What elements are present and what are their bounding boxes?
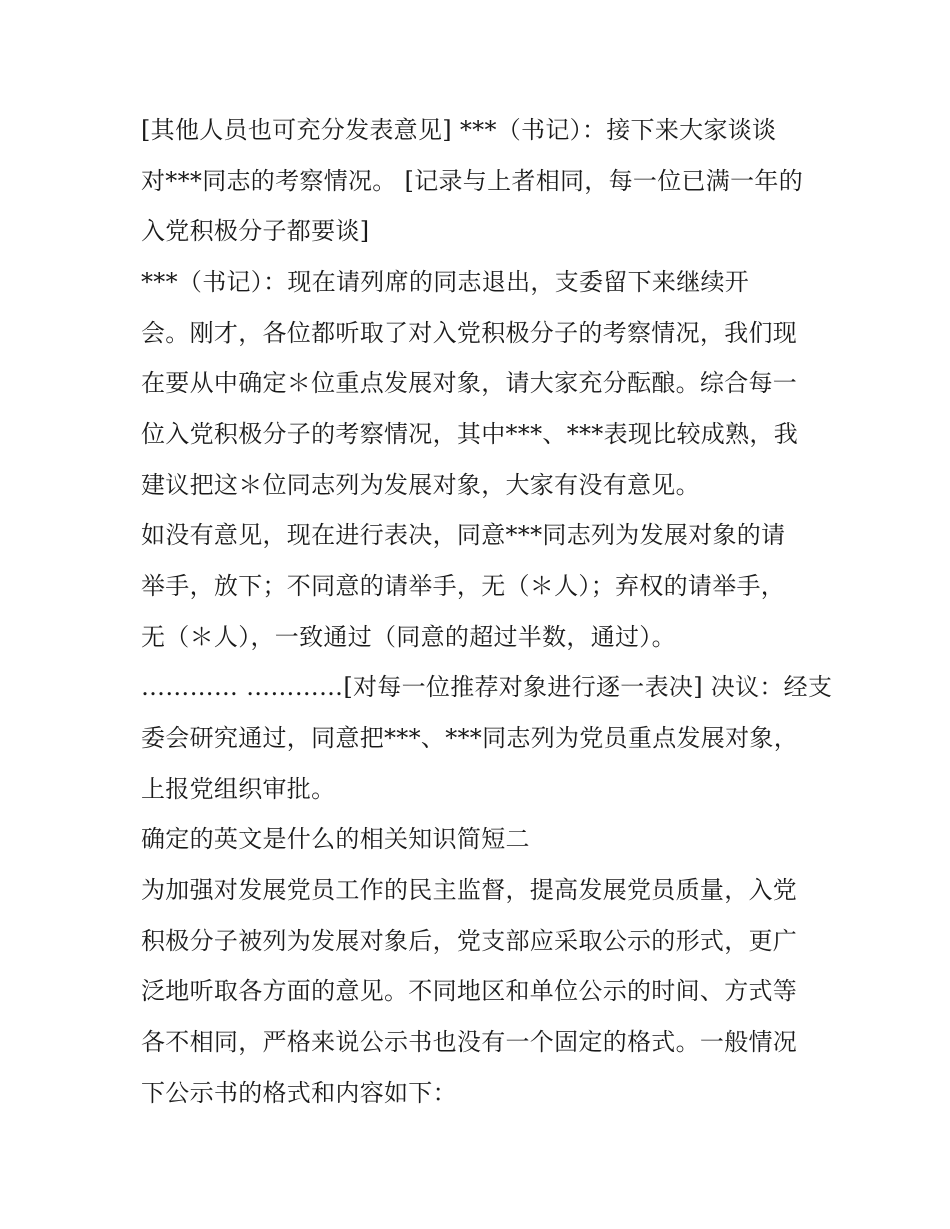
text-line: 为加强对发展党员工作的民主监督，提高发展党员质量，入党 bbox=[141, 876, 798, 904]
text-line: 在要从中确定＊位重点发展对象，请大家充分酝酿。综合每一 bbox=[141, 369, 798, 397]
text-line: 积极分子被列为发展对象后，党支部应采取公示的形式，更广 bbox=[141, 927, 798, 955]
text-line: 各不相同，严格来说公示书也没有一个固定的格式。一般情况 bbox=[141, 1028, 798, 1056]
text-line: 会。刚才，各位都听取了对入党积极分子的考察情况，我们现 bbox=[141, 319, 798, 347]
text-line: 无（＊人），一致通过（同意的超过半数，通过）。 bbox=[141, 623, 676, 651]
text-line: 如没有意见，现在进行表决，同意***同志列为发展对象的请 bbox=[141, 521, 786, 549]
text-line: 举手，放下；不同意的请举手，无（＊人）；弃权的请举手， bbox=[141, 572, 786, 600]
text-line: 对***同志的考察情况。 [记录与上者相同，每一位已满一年的 bbox=[141, 167, 803, 195]
text-line: 下公示书的格式和内容如下： bbox=[141, 1079, 457, 1107]
text-line: 委会研究通过，同意把***、***同志列为党员重点发展对象， bbox=[141, 724, 798, 752]
text-line: ***（书记）：现在请列席的同志退出，支委留下来继续开 bbox=[141, 268, 750, 296]
section-heading: 确定的英文是什么的相关知识简短二 bbox=[141, 825, 530, 853]
text-line: 位入党积极分子的考察情况，其中***、***表现比较成熟，我 bbox=[141, 420, 798, 448]
text-line: 建议把这＊位同志列为发展对象，大家有没有意见。 bbox=[141, 471, 700, 499]
text-line: [其他人员也可充分发表意见] ***（书记）：接下来大家谈谈 bbox=[141, 116, 777, 144]
text-line: 入党积极分子都要谈] bbox=[141, 217, 370, 245]
text-line: ………… …………[对每一位推荐对象进行逐一表决] 决议：经支 bbox=[141, 673, 833, 701]
text-line: 上报党组织审批。 bbox=[141, 775, 336, 803]
text-line: 泛地听取各方面的意见。不同地区和单位公示的时间、方式等 bbox=[141, 977, 798, 1005]
